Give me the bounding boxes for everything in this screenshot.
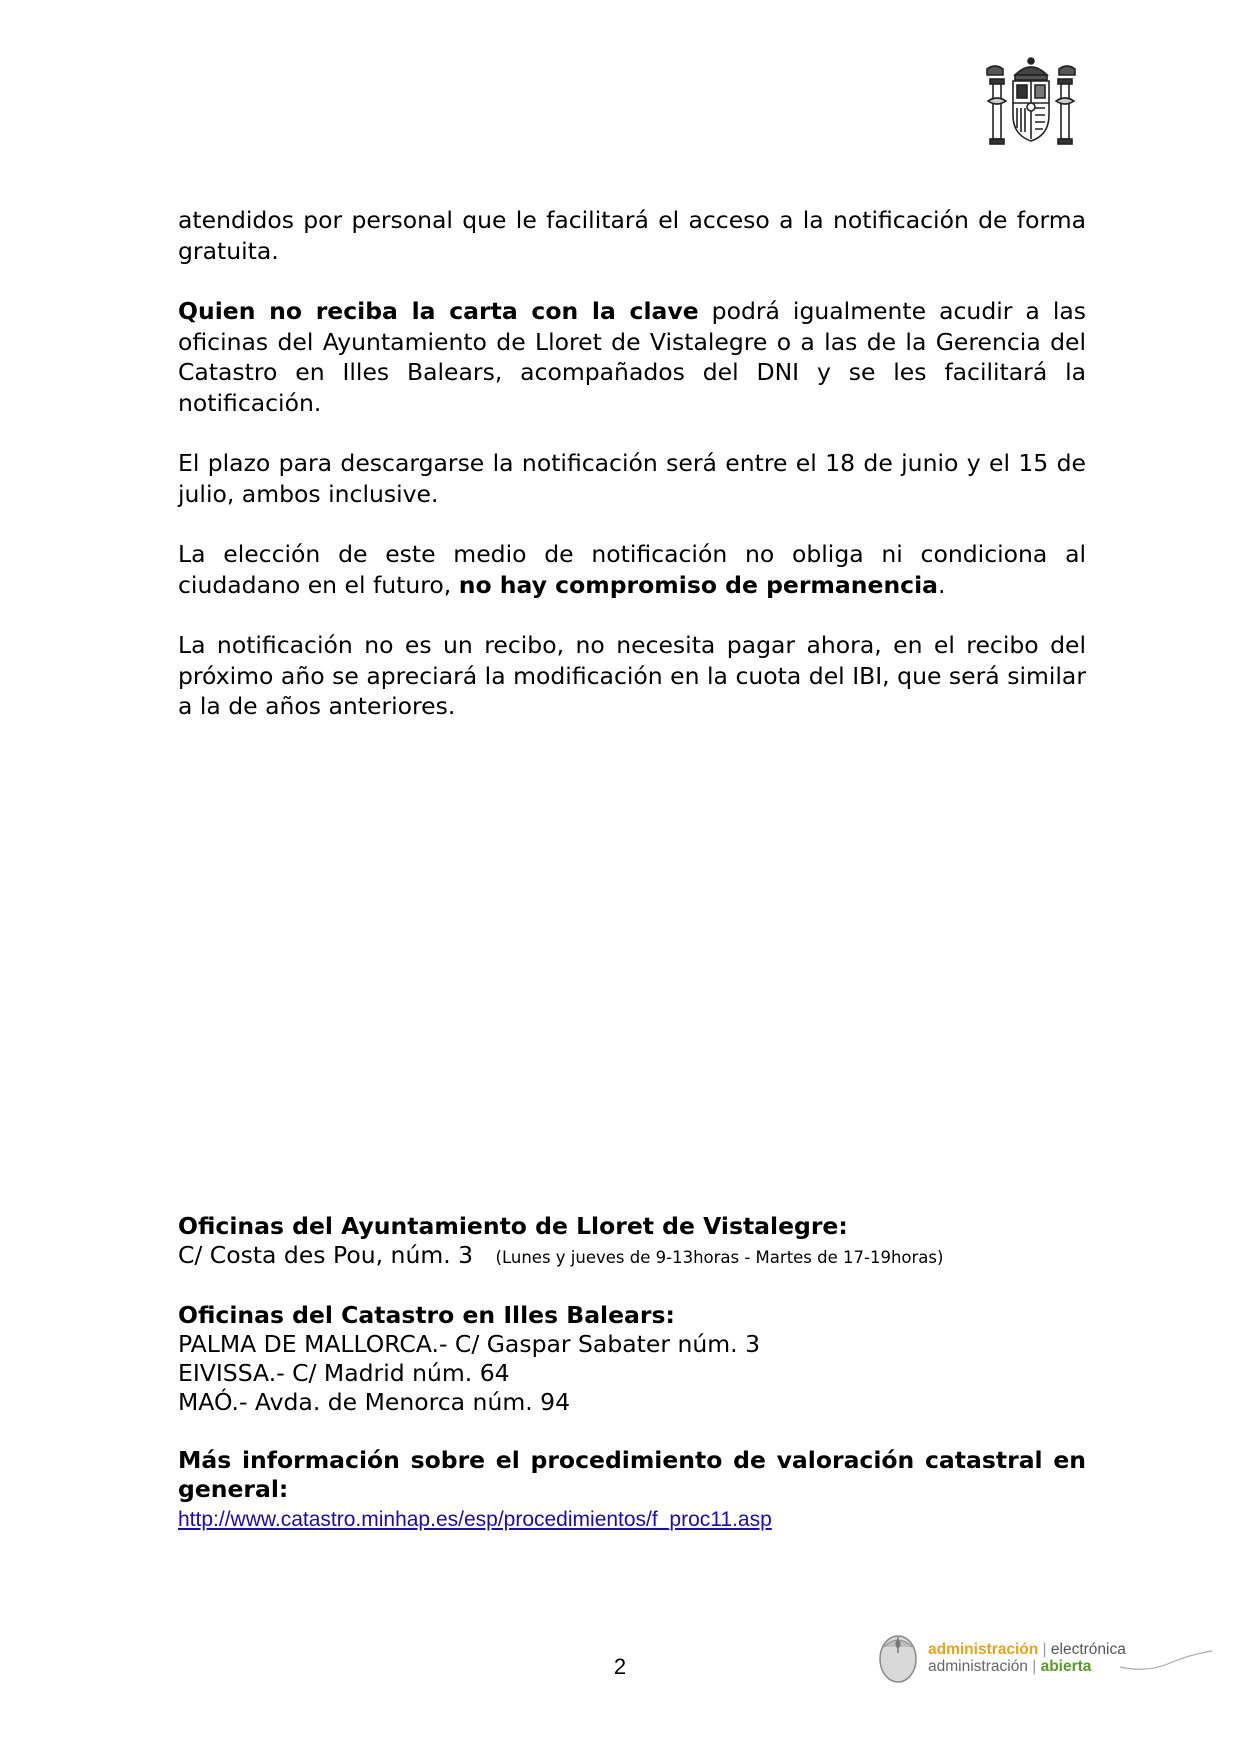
catastro-title: Oficinas del Catastro en Illes Balears: [178,1301,675,1329]
ayuntamiento-address-line [178,1241,1086,1272]
paragraph-5: La notificación no es un recibo, no necesita pagar ahora, en el recibo del próximo año se apreciará la modificación en la cuota del IBI, que será similar a la de años anteriores. [178,631,1086,720]
catastro-line-eivissa: EIVISSA.- C/ Madrid núm. 64 [178,1359,510,1387]
paragraph-3: El plazo para descargarse la notificación será entre el 18 de junio y el 15 de julio, ambos inclusive. [178,449,1086,508]
paragraph-4 [178,539,1086,600]
offices-section [178,1212,1086,1534]
more-info-title: Más información sobre el procedimiento de valoración catastral en general: [178,1446,1086,1503]
catastro-line-palma: PALMA DE MALLORCA.- C/ Gaspar Sabater núm. 3 [178,1330,761,1358]
paragraph-2 [178,296,1086,418]
ayuntamiento-address: C/ Costa des Pou, núm. 3 [178,1241,474,1269]
logo-word-administracion-1: administración [928,1641,1039,1658]
catastro-procedure-link[interactable]: http://www.catastro.minhap.es/esp/procedimientos/f_proc11.asp [178,1508,772,1531]
paragraph-4-end: . [938,570,946,599]
spanish-coat-of-arms-icon [985,55,1077,147]
logo-word-abierta: abierta [1040,1658,1092,1675]
paragraph-4-bold: no hay compromiso de permanencia [458,570,939,599]
paragraph-1-line-1: atendidos por personal que le facilitará el acceso a la notificación de [178,206,1008,234]
logo-word-administracion-2: administración [928,1658,1028,1675]
ayuntamiento-hours: (Lunes y jueves de 9-13horas - Martes de 17-19horas) [495,1248,944,1267]
document-body [178,205,1086,752]
logo-swoosh-icon [1118,1645,1214,1675]
paragraph-2-text: podrá igualmente acudir a las oficinas del Ayuntamiento de Lloret de Vistalegre o a las de la Gerencia del Catastro en Illes Balears, acompañados del DNI y se les facilitará la notificación. [178,297,1086,417]
paragraph-1 [178,205,1086,266]
paragraph-4-text: La elección de este medio de notificación no obliga ni condiciona al ciudadano en el futuro, [178,540,1086,599]
ayuntamiento-title: Oficinas del Ayuntamiento de Lloret de Vistalegre: [178,1212,848,1240]
paragraph-1-line-2: forma gratuita. [178,206,1086,265]
more-info-link-row [178,1504,1086,1534]
logo-word-electronica: electrónica [1050,1641,1126,1658]
computer-mouse-icon [872,1631,928,1685]
paragraph-2-bold: Quien no reciba la carta con la clave [178,297,699,325]
catastro-line-mao: MAÓ.- Avda. de Menorca núm. 94 [178,1388,571,1416]
administracion-electronica-logo: administración | electrónica administración | abierta [868,1625,1216,1689]
page-number: 2 [613,1654,627,1679]
